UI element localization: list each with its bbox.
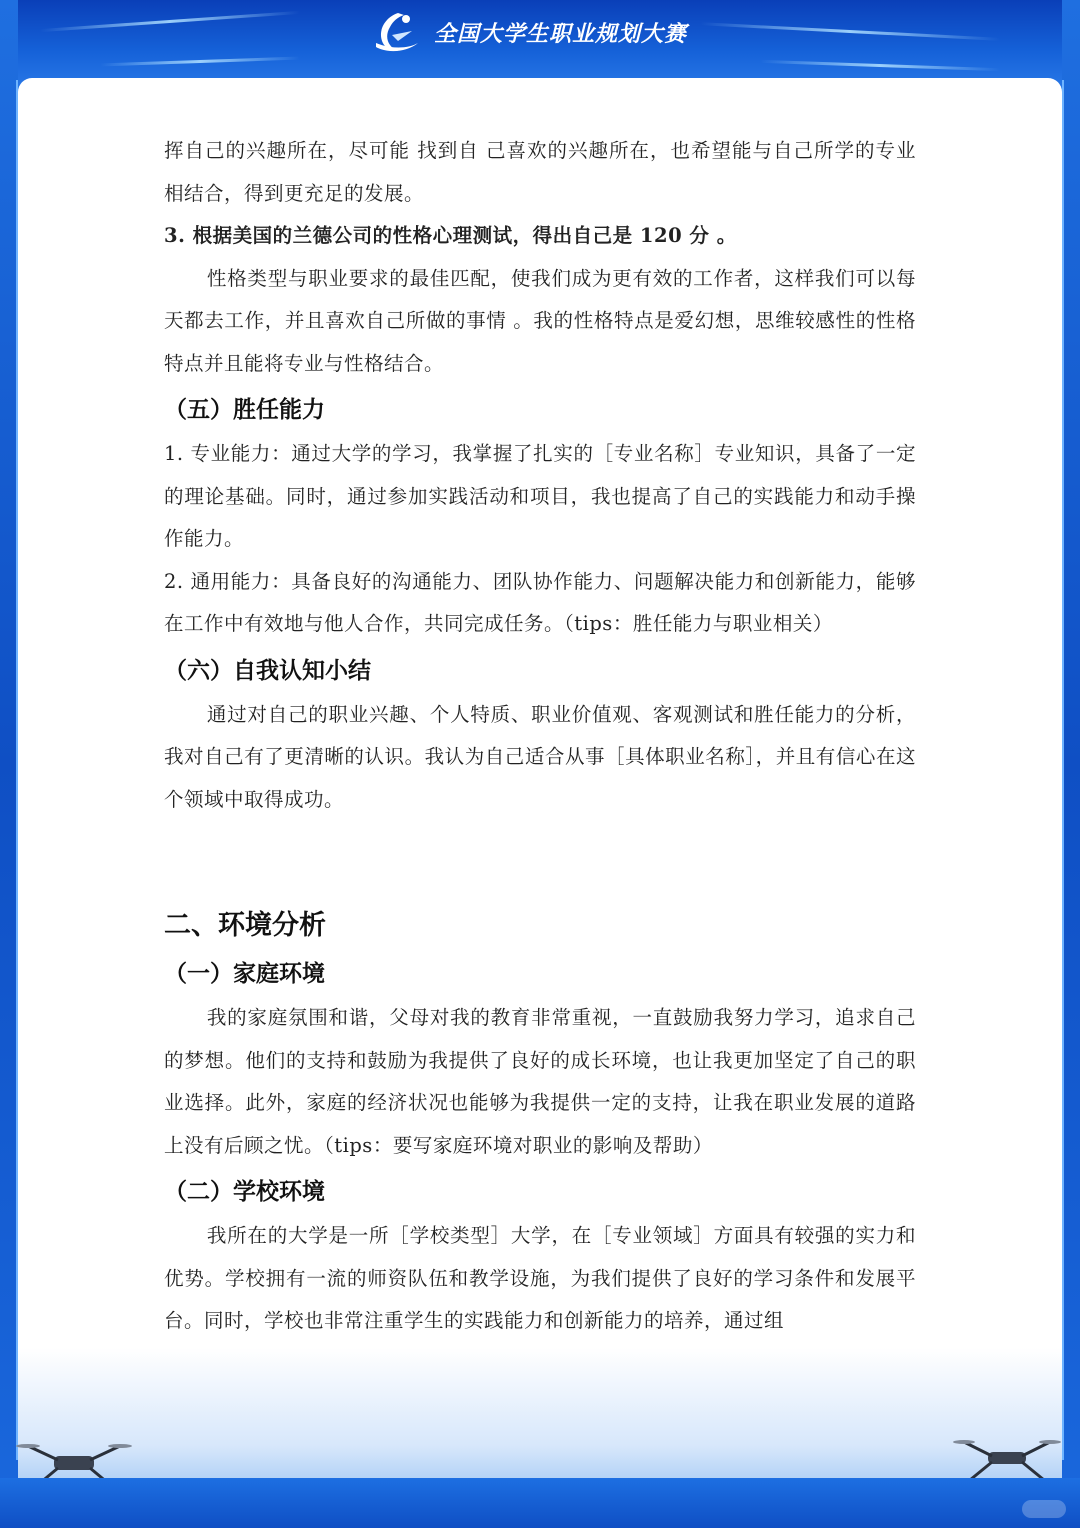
- header-title: 全国大学生职业规划大赛: [434, 21, 688, 47]
- light-streak: [760, 60, 1000, 71]
- light-streak: [40, 11, 300, 32]
- header-banner: [0, 0, 1080, 92]
- section-spacer: [164, 821, 916, 909]
- paragraph-interest-cont: 挥自己的兴趣所在，尽可能 找到自 己喜欢的兴趣所在，也希望能与自己所学的专业相结合，得到更充足的发展。: [164, 139, 916, 205]
- footer-band: [0, 1478, 1080, 1528]
- document-body: [164, 130, 916, 1343]
- light-streak: [100, 57, 300, 67]
- competition-logo: [368, 8, 687, 56]
- paragraph-personality: 性格类型与职业要求的最佳匹配，使我们成为更有效的工作者，这样我们可以每天都去工作，并且喜欢自己所做的事情 。我的性格特点是爱幻想，思维较感性的性格特点并且能将专业与性格结合。: [164, 266, 916, 375]
- chapter-heading-environment: 二、环境分析: [164, 910, 326, 941]
- section-heading-family: （一）家庭环境: [164, 961, 325, 987]
- paragraph-school-environment: 我所在的大学是一所［学校类型］大学，在［专业领域］方面具有较强的实力和优势。学校拥有一流的师资队伍和教学设施，为我们提供了良好的学习条件和发展平台。同时，学校也非常注重学生的实践能力和创新能力的培养，通过组: [164, 1224, 916, 1332]
- paragraph-self-summary: 通过对自己的职业兴趣、个人特质、职业价值观、客观测试和胜任能力的分析，我对自己有了更清晰的认识。我认为自己适合从事［具体职业名称］，并且有信心在这个领域中取得成功。: [164, 702, 916, 811]
- footer-decoration: [0, 1348, 1080, 1528]
- left-frame: [0, 0, 18, 1528]
- section-heading-competence: （五）胜任能力: [164, 397, 325, 423]
- footer-glow: [18, 1348, 1062, 1488]
- paragraph-test-result: 3. 根据美国的兰德公司的性格心理测试，得出自己是 120 分 。: [164, 224, 737, 247]
- section-heading-self-summary: （六）自我认知小结: [164, 657, 371, 684]
- right-frame: [1062, 0, 1080, 1528]
- page-top-edge: [18, 78, 1062, 92]
- paragraph-general-ability: 2. 通用能力：具备良好的沟通能力、团队协作能力、问题解决能力和创新能力，能够在工作中有效地与他人合作，共同完成任务。（tips：胜任能力与职业相关）: [164, 569, 916, 635]
- paragraph-family-environment: 我的家庭氛围和谐，父母对我的教育非常重视，一直鼓励我努力学习，追求自己的梦想。他们的支持和鼓励为我提供了良好的成长环境，也让我更加坚定了自己的职业选择。此外，家庭的经济状况也能够为我提供一定的支持，让我在职业发展的道路上没有后顾之忧。（tips：要写家庭环境对职业的影响及帮助）: [164, 1006, 916, 1157]
- paragraph-professional-ability: 1. 专业能力：通过大学的学习，我掌握了扎实的［专业名称］专业知识，具备了一定的理论基础。同时，通过参加实践活动和项目，我也提高了自己的实践能力和动手操作能力。: [164, 442, 916, 550]
- light-streak: [700, 22, 1000, 41]
- watermark-badge: [1022, 1500, 1066, 1518]
- section-heading-school: （二）学校环境: [164, 1179, 325, 1205]
- logo-icon: [368, 9, 422, 55]
